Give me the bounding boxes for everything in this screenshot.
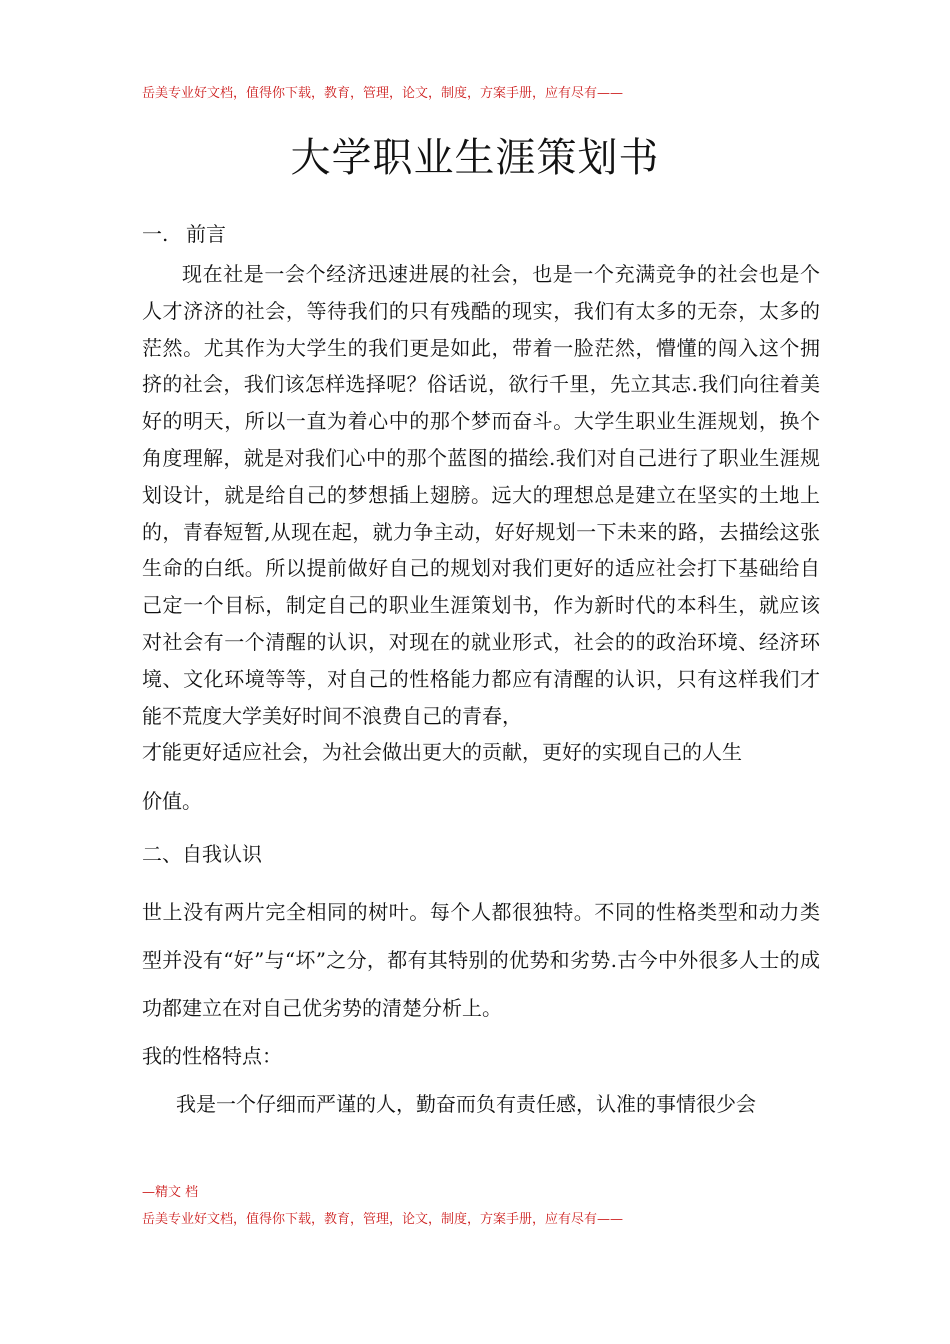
header-promo-note: 岳美专业好文档，值得你下载，教育，管理，论文，制度，方案手册，应有尽有—— <box>142 86 624 101</box>
section-number: 一. <box>142 222 169 246</box>
preface-line: 才能更好适应社会，为社会做出更大的贡献，更好的实现自己的人生 <box>142 740 742 765</box>
section-heading-preface <box>142 212 820 256</box>
self-awareness-paragraph: 世上没有两片完全相同的树叶。每个人都很独特。不同的性格类型和动力类型并没有“好”与“坏”之分，都有其特别的优势和劣势.古今中外很多人士的成功都建立在对自己优劣势的清楚分析上。 <box>142 899 820 1020</box>
traits-label: 我的性格特点： <box>142 1043 282 1068</box>
spacer <box>142 820 820 832</box>
preface-paragraph: 现在社是一会个经济迅速进展的社会，也是一个充满竞争的社会也是个人才济济的社会，等待我们的只有残酷的现实，我们有太多的无奈，太多的茫然。尤其作为大学生的我们更是如此，带着一脸茫然，懵懂的闯入这个拥挤的社会，我们该怎样选择呢？俗话说，欲行千里，先立其志.我们向往着美好的明天，所以一直为着心中的那个梦而奋斗。大学生职业生涯规划，换个角度理解，就是对我们心中的那个蓝图的描绘.我们对自己进行了职业生涯规划设计，就是给自己的梦想插上翅膀。远大的理想总是建立在坚实的土地上的，青春短暂,从现在起，就力争主动，好好规划一下未来的路，去描绘这张生命的白纸。所以提前做好自己的规划对我们更好的适应社会打下基础给自己定一个目标，制定自己的职业生涯策划书，作为新时代的本科生，就应该对社会有一个清醒的认识，对现在的就业形式，社会的的政治环境、经济环境、文化环境等等，对自己的性格能力都应有清醒的认识，只有这样我们才能不荒度大学美好时间不浪费自己的青春， <box>142 262 820 728</box>
section-label: 前言 <box>186 222 226 246</box>
spacer <box>142 876 820 888</box>
section-heading-self-awareness: 二、自我认识 <box>142 841 262 866</box>
footer-mark: —精文 档 <box>142 1185 199 1200</box>
traits-paragraph: 我是一个仔细而严谨的人，勤奋而负有责任感，认准的事情很少会 <box>176 1091 756 1116</box>
preface-line-end: 价值。 <box>142 789 202 814</box>
spacer <box>142 771 820 783</box>
document-title: 大学职业生涯策划书 <box>290 135 660 181</box>
footer-promo-note: 岳美专业好文档，值得你下载，教育，管理，论文，制度，方案手册，应有尽有—— <box>142 1212 624 1227</box>
document-body <box>142 212 820 1128</box>
